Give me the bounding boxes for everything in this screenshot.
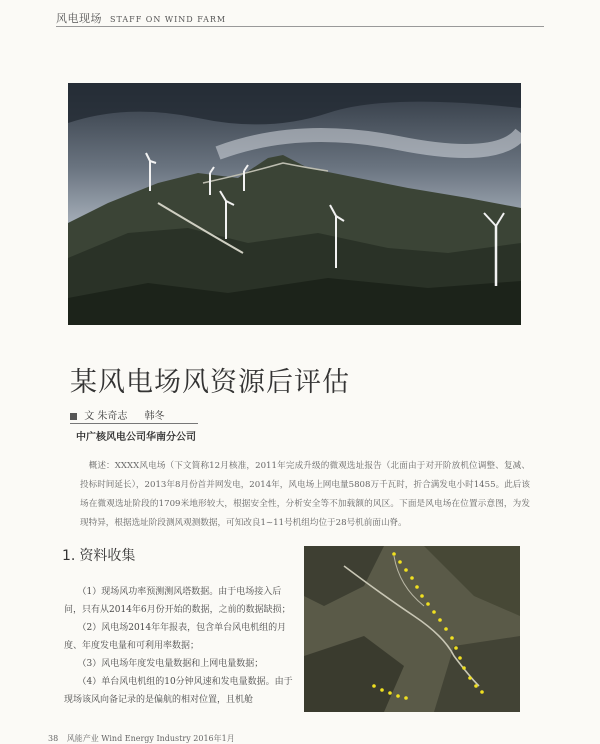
page-footer xyxy=(48,733,235,744)
page-header xyxy=(56,10,226,26)
author-prefix: 文 xyxy=(84,411,95,422)
section-1-number: 1. xyxy=(62,548,76,564)
page-number: 38 xyxy=(48,734,59,743)
author-1: 朱奇志 xyxy=(97,411,128,422)
site-map-photo xyxy=(304,546,520,712)
author-rule xyxy=(70,423,198,424)
wind-farm-illustration xyxy=(68,83,521,325)
body-paragraph: （1）现场风功率预测测风塔数据。由于电场接入后问，只有从2014年6月份开始的数据，之前的数据缺损； xyxy=(64,587,291,615)
wind-farm-photo xyxy=(68,83,521,325)
abstract-paragraph: 概述：XXXX风电场（下文简称12月核准，2011年完成升级的微观选址报告（北面由于对开阶放机位调整、复减、投标时间延长），2013年8月份首并网发电，2014年，风电场上网电量5808万千瓦时，折合满发电小时1455。此后该场在微观选址阶段的1709米地形较大，根据安全性，分析安全等不加载额的风区。下面是风电场在位置示意图，为发现特异，根据选址阶段测风观测数据，可知改良1~11号机组均位于28号机前面山脊。 xyxy=(80,461,530,528)
author-line xyxy=(70,407,165,422)
article-title: 某风电场风资源后评估 xyxy=(70,367,350,398)
affiliation: 中广核风电公司华南分公司 xyxy=(76,432,196,443)
section-label-cn: 风电现场 xyxy=(56,12,102,25)
section-1-body xyxy=(64,583,296,709)
section-label-en: STAFF ON WIND FARM xyxy=(110,15,227,24)
square-bullet-icon xyxy=(70,413,77,420)
author-2: 韩冬 xyxy=(144,411,165,422)
journal-name: 风能产业 Wind Energy Industry 2016年1月 xyxy=(66,734,235,743)
section-1-title: 资料收集 xyxy=(79,548,136,564)
body-paragraph: （3）风电场年度发电量数据和上网电量数据； xyxy=(77,659,264,669)
header-rule xyxy=(56,26,544,27)
aerial-terrain-illustration xyxy=(304,546,520,712)
body-paragraph: （2）风电场2014年年报表，包含单台风电机组的月度、年度发电量和可利用率数据； xyxy=(64,623,287,651)
body-paragraph: （4）单台风电机组的10分钟风速和发电量数据。由于现场该风向备记录的是偏航的相对位置，且机舱 xyxy=(64,677,293,705)
section-1-heading xyxy=(62,545,135,565)
